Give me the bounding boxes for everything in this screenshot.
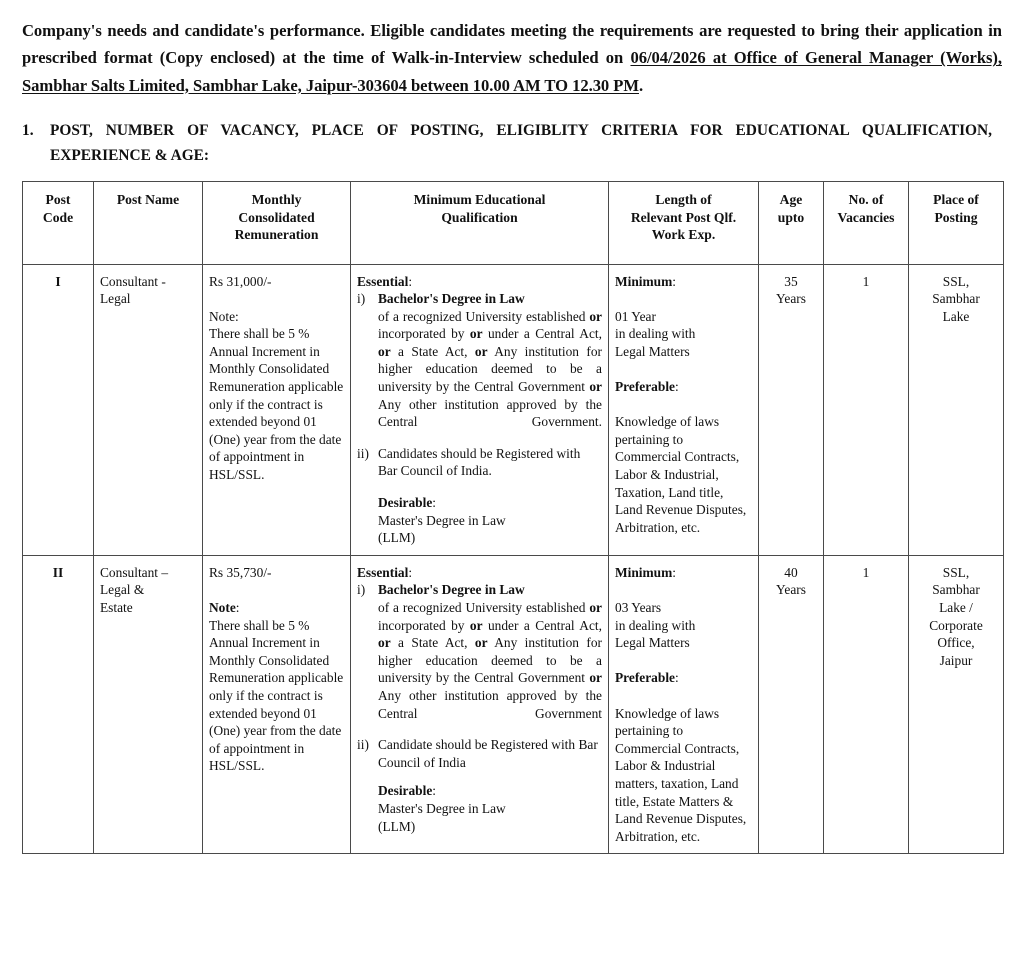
qualification-desirable-block	[357, 782, 602, 835]
desirable-line-2: (LLM)	[378, 818, 416, 834]
item-i-or-4: or	[474, 343, 488, 359]
post-code-header-line-1: Post	[45, 192, 71, 207]
item-i-or-5: or	[589, 670, 602, 686]
qualification-item-i-body	[357, 599, 602, 722]
item-i-lead: Bachelor's Degree in Law	[378, 291, 525, 307]
place-line-2: Sambhar	[932, 582, 980, 598]
place-line-6: Jaipur	[939, 652, 973, 668]
place-line-4: Corporate	[929, 617, 983, 633]
age-line-1: 35	[784, 273, 798, 289]
preferable-body: Knowledge of laws pertaining to Commercial Contracts, Labor & Industrial, Taxation, Land title, Land Revenue Disputes, Arbitration, etc.	[615, 414, 747, 535]
qualification-essential-heading	[357, 565, 412, 580]
desirable-label: Desirable	[378, 495, 433, 511]
preferable-colon: :	[674, 379, 679, 395]
preferable-body: Knowledge of laws pertaining to Commercial Contracts, Labor & Industrial matters, taxation, Land title, Estate Matters & Land Revenue Disputes, Arbitration, etc.	[615, 705, 747, 844]
item-i-part-4: a State Act,	[390, 635, 475, 651]
qualification-header-line-1: Minimum Educational	[413, 192, 546, 207]
section-heading-text	[50, 118, 992, 168]
minimum-colon: :	[672, 273, 677, 289]
place-line-1: SSL,	[942, 273, 970, 289]
cell-remuneration	[203, 264, 351, 555]
essential-colon: :	[408, 273, 413, 289]
qualification-item-i-body	[357, 308, 602, 431]
minimum-label: Minimum	[615, 273, 673, 289]
cell-qualification	[351, 264, 609, 555]
place-line-2: Sambhar	[932, 291, 980, 307]
remuneration-note-body: There shall be 5 % Annual Increment in Monthly Consolidated Remuneration applicable only if the contract is extended beyond 01 (One) year from the date of appointment in HSL/SSL.	[209, 326, 344, 483]
column-header-place	[909, 182, 1004, 265]
place-line-5: Office,	[937, 635, 975, 651]
cell-place-of-posting	[909, 555, 1004, 854]
desirable-label: Desirable	[378, 783, 433, 799]
preferable-label: Preferable	[615, 670, 675, 686]
remuneration-header-line-2: Consolidated	[238, 209, 315, 225]
experience-header-line-1: Length of	[655, 192, 712, 207]
cell-qualification	[351, 555, 609, 854]
column-header-post-name	[94, 182, 203, 265]
item-i-or-2: or	[469, 617, 483, 633]
desirable-line-1: Master's Degree in Law	[378, 800, 506, 816]
item-ii-marker: ii)	[357, 445, 369, 461]
desirable-colon: :	[432, 495, 437, 511]
item-ii-text: Candidate should be Registered with Bar Council of India	[378, 737, 598, 770]
minimum-line-1: 01 Year	[615, 308, 656, 324]
age-line-1: 40	[784, 564, 798, 580]
item-i-part-1: of a recognized University established	[378, 308, 590, 324]
cell-experience	[609, 555, 759, 854]
post-name-line-2: Legal	[100, 291, 131, 307]
experience-header-line-2: Relevant Post Qlf.	[630, 209, 737, 225]
vacancies-header-line-1: No. of	[848, 192, 884, 207]
cell-vacancies: 1	[824, 555, 909, 854]
item-i-or-1: or	[589, 308, 602, 324]
minimum-line-2: in dealing with	[615, 326, 696, 342]
minimum-line-3: Legal Matters	[615, 635, 690, 651]
table-row	[23, 264, 1004, 555]
intro-paragraph	[22, 17, 1002, 100]
remuneration-amount: Rs 35,730/-	[209, 564, 272, 580]
desirable-line-2: (LLM)	[378, 530, 416, 546]
item-i-or-2: or	[469, 326, 483, 342]
place-header-line-1: Place of	[933, 192, 979, 207]
qualification-item-ii	[357, 736, 602, 771]
post-name-header-label: Post Name	[116, 192, 180, 207]
vacancy-table	[22, 181, 1004, 854]
table-header-row	[23, 182, 1004, 265]
section-heading-line-2: EXPERIENCE & AGE:	[50, 147, 210, 164]
item-i-or-4: or	[474, 635, 488, 651]
minimum-line-1: 03 Years	[615, 600, 662, 615]
item-i-part-5: Any institution for higher education deemed to be a university by the Central Government	[378, 635, 602, 686]
item-i-part-2: incorporated by	[378, 326, 470, 342]
cell-post-name	[94, 264, 203, 555]
age-header-line-1: Age	[779, 192, 803, 207]
preferable-colon: :	[674, 670, 679, 686]
item-i-part-3: under a Central Act,	[482, 326, 602, 342]
item-i-or-1: or	[589, 600, 602, 615]
item-i-or-3: or	[378, 635, 391, 651]
item-i-part-6: Any other institution approved by the Central Government.	[378, 396, 602, 430]
cell-place-of-posting	[909, 264, 1004, 555]
post-name-line-3: Estate	[100, 600, 133, 615]
age-line-2: Years	[776, 291, 806, 307]
section-number: 1.	[22, 122, 34, 139]
essential-label: Essential	[357, 273, 409, 289]
item-i-part-1: of a recognized University established	[378, 600, 590, 615]
qualification-essential-heading	[357, 274, 412, 289]
desirable-colon: :	[432, 783, 437, 799]
post-code-header-line-2: Code	[42, 209, 74, 225]
vacancies-header-line-2: Vacancies	[837, 209, 895, 225]
intro-text-before: Company's needs and candidate's performance. Eligible candidates meeting the requirements are requested to bring their application in prescribed format (Copy enclosed) at the time of Walk-in-Interview scheduled on	[22, 20, 1002, 68]
qualification-item-i	[357, 581, 602, 599]
item-i-part-5: Any institution for higher education deemed to be a university by the Central Government	[378, 343, 602, 395]
essential-colon: :	[408, 564, 413, 580]
remuneration-header-line-3: Remuneration	[234, 227, 319, 242]
cell-age	[759, 264, 824, 555]
cell-post-code: II	[23, 555, 94, 854]
preferable-label: Preferable	[615, 379, 675, 395]
remuneration-note-colon: :	[235, 600, 240, 615]
item-i-or-3: or	[378, 343, 391, 359]
intro-text-after: .	[638, 75, 644, 95]
cell-remuneration	[203, 555, 351, 854]
item-ii-text: Candidates should be Registered with Bar Council of India.	[378, 445, 581, 479]
remuneration-note-label: Note:	[209, 308, 239, 324]
remuneration-amount: Rs 31,000/-	[209, 273, 272, 289]
item-i-part-6: Any other institution approved by the Central Government	[378, 687, 602, 721]
item-i-part-2: incorporated by	[378, 617, 470, 633]
cell-experience	[609, 264, 759, 555]
post-name-line-1: Consultant -	[100, 273, 166, 289]
cell-vacancies: 1	[824, 264, 909, 555]
item-i-lead: Bachelor's Degree in Law	[378, 582, 525, 598]
essential-label: Essential	[357, 564, 409, 580]
item-i-part-4: a State Act,	[390, 343, 475, 359]
item-i-part-3: under a Central Act,	[482, 617, 602, 633]
desirable-line-1: Master's Degree in Law	[378, 512, 506, 528]
cell-post-name	[94, 555, 203, 854]
minimum-line-3: Legal Matters	[615, 343, 690, 359]
age-line-2: Years	[776, 582, 806, 598]
cell-age	[759, 555, 824, 854]
column-header-post-code	[23, 182, 94, 265]
minimum-label: Minimum	[615, 564, 673, 580]
minimum-colon: :	[672, 564, 677, 580]
minimum-line-2: in dealing with	[615, 617, 696, 633]
section-heading-line-1: POST, NUMBER OF VACANCY, PLACE OF POSTING, ELIGIBLITY CRITERIA FOR EDUCATIONAL QUALIFICATION,	[50, 122, 992, 139]
item-i-or-5: or	[589, 379, 602, 395]
qualification-desirable-block	[357, 494, 602, 547]
place-header-line-2: Posting	[934, 209, 978, 225]
qualification-item-i	[357, 290, 602, 308]
intro-underlined-details: 06/04/2026 at Office of General Manager (Works), Sambhar Salts Limited, Sambhar Lake, Jaipur-303604 between 10.00 AM TO 12.30 PM	[22, 48, 1002, 95]
column-header-age	[759, 182, 824, 265]
place-line-3: Lake	[942, 308, 970, 324]
column-header-remuneration	[203, 182, 351, 265]
item-i-marker: i)	[357, 582, 366, 598]
post-name-line-1: Consultant –	[100, 564, 169, 580]
column-header-vacancies	[824, 182, 909, 265]
experience-header-line-3: Work Exp.	[651, 227, 716, 242]
place-line-3: Lake /	[939, 600, 973, 615]
section-heading	[22, 118, 992, 168]
remuneration-note-body: There shall be 5 % Annual Increment in Monthly Consolidated Remuneration applicable only if the contract is extended beyond 01 (One) year from the date of appointment in HSL/SSL.	[209, 617, 344, 774]
qualification-item-ii	[357, 445, 602, 480]
item-ii-marker: ii)	[357, 737, 369, 753]
age-header-line-2: upto	[777, 209, 805, 225]
item-i-marker: i)	[357, 291, 366, 307]
place-line-1: SSL,	[942, 564, 970, 580]
column-header-experience	[609, 182, 759, 265]
cell-post-code: I	[23, 264, 94, 555]
remuneration-note-label: Note	[209, 600, 236, 615]
column-header-qualification	[351, 182, 609, 265]
post-name-line-2: Legal &	[100, 582, 145, 598]
qualification-header-line-2: Qualification	[441, 209, 518, 225]
table-row	[23, 555, 1004, 854]
remuneration-header-line-1: Monthly	[251, 192, 302, 207]
